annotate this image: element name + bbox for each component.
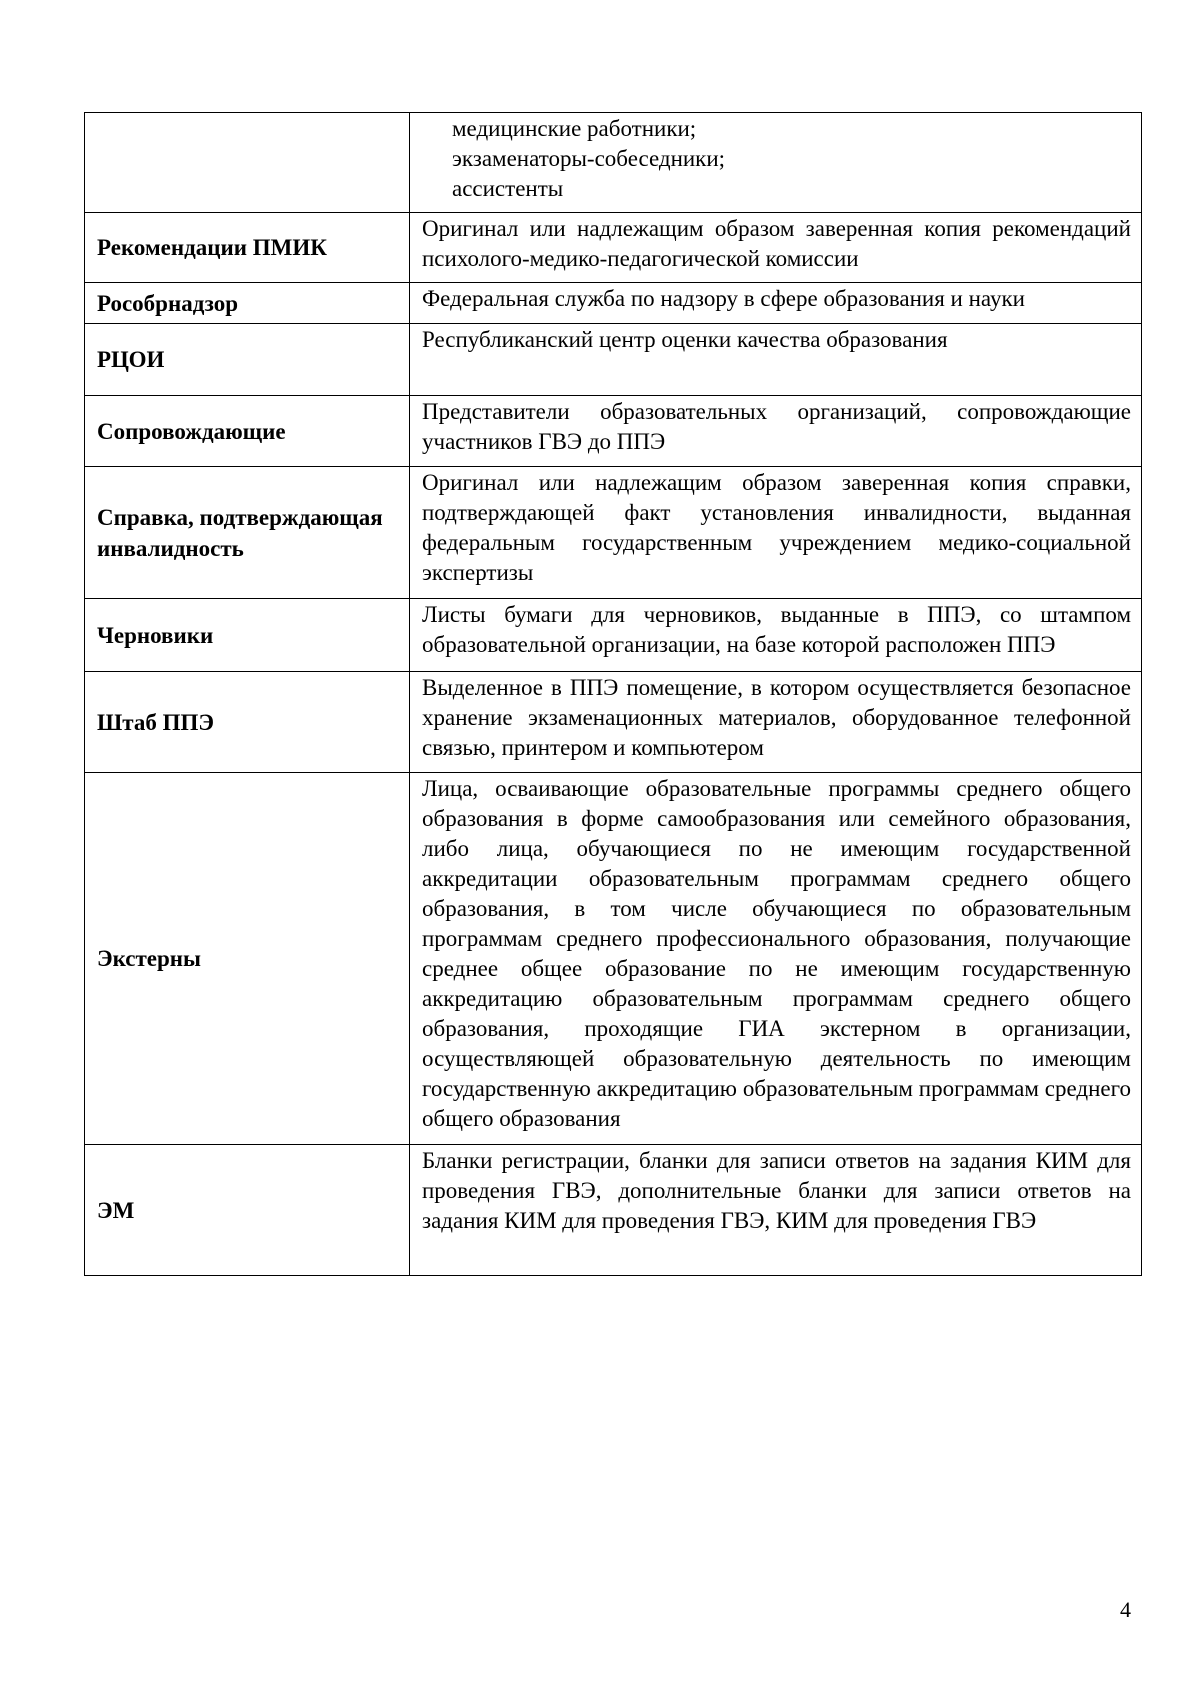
table-row [85,672,1142,773]
definition-cell: Федеральная служба по надзору в сфере образования и науки [410,283,1142,324]
term-cell [85,113,410,213]
term-cell: ЭМ [85,1145,410,1276]
term-cell: РЦОИ [85,324,410,396]
definition-cell: Представители образовательных организаций, сопровождающие участников ГВЭ до ППЭ [410,396,1142,467]
definition-cell: Лица, осваивающие образовательные программы среднего общего образования в форме самообразования или семейного образования, либо лица, обучающиеся по не имеющим государственной аккредитации образовательным программам среднего общего образования, в том числе обучающиеся по образовательным программам среднего профессионального образования, получающие среднее общее образование по не имеющим государственную аккредитацию образовательным программам среднего общего образования, проходящие ГИА экстерном в организации, осуществляющей образовательную деятельность по имеющим государственную аккредитацию образовательным программам среднего общего образования [410,773,1142,1145]
term-cell: Справка, подтверждающая инвалидность [85,467,410,599]
term-cell: Черновики [85,599,410,672]
definition-cell: Бланки регистрации, бланки для записи ответов на задания КИМ для проведения ГВЭ, дополнительные бланки для записи ответов на задания КИМ для проведения ГВЭ, КИМ для проведения ГВЭ [410,1145,1142,1276]
term-cell: Рекомендации ПМИК [85,213,410,283]
term-cell: Рособрнадзор [85,283,410,324]
table-row [85,396,1142,467]
term-cell: Штаб ППЭ [85,672,410,773]
table-row [85,324,1142,396]
definition-cell [410,113,1142,213]
table-row [85,599,1142,672]
definition-cell: Республиканский центр оценки качества образования [410,324,1142,396]
table-row [85,283,1142,324]
definition-cell: Листы бумаги для черновиков, выданные в ППЭ, со штампом образовательной организации, на базе которой расположен ППЭ [410,599,1142,672]
table-row [85,773,1142,1145]
definition-cell: Оригинал или надлежащим образом заверенная копия рекомендаций психолого-медико-педагогической комиссии [410,213,1142,283]
definition-line: ассистенты [452,176,564,201]
definition-line: экзаменаторы-собеседники; [452,146,726,171]
definition-cell: Выделенное в ППЭ помещение, в котором осуществляется безопасное хранение экзаменационных материалов, оборудованное телефонной связью, принтером и компьютером [410,672,1142,773]
term-cell: Экстерны [85,773,410,1145]
table-row [85,467,1142,599]
table-row [85,1145,1142,1276]
definition-line: медицинские работники; [452,116,697,141]
term-cell: Сопровождающие [85,396,410,467]
definition-cell: Оригинал или надлежащим образом заверенная копия справки, подтверждающей факт установления инвалидности, выданная федеральным государственным учреждением медико-социальной экспертизы [410,467,1142,599]
glossary-table [84,112,1142,1276]
table-row [85,213,1142,283]
table-row [85,113,1142,213]
page-number: 4 [1120,1597,1131,1622]
